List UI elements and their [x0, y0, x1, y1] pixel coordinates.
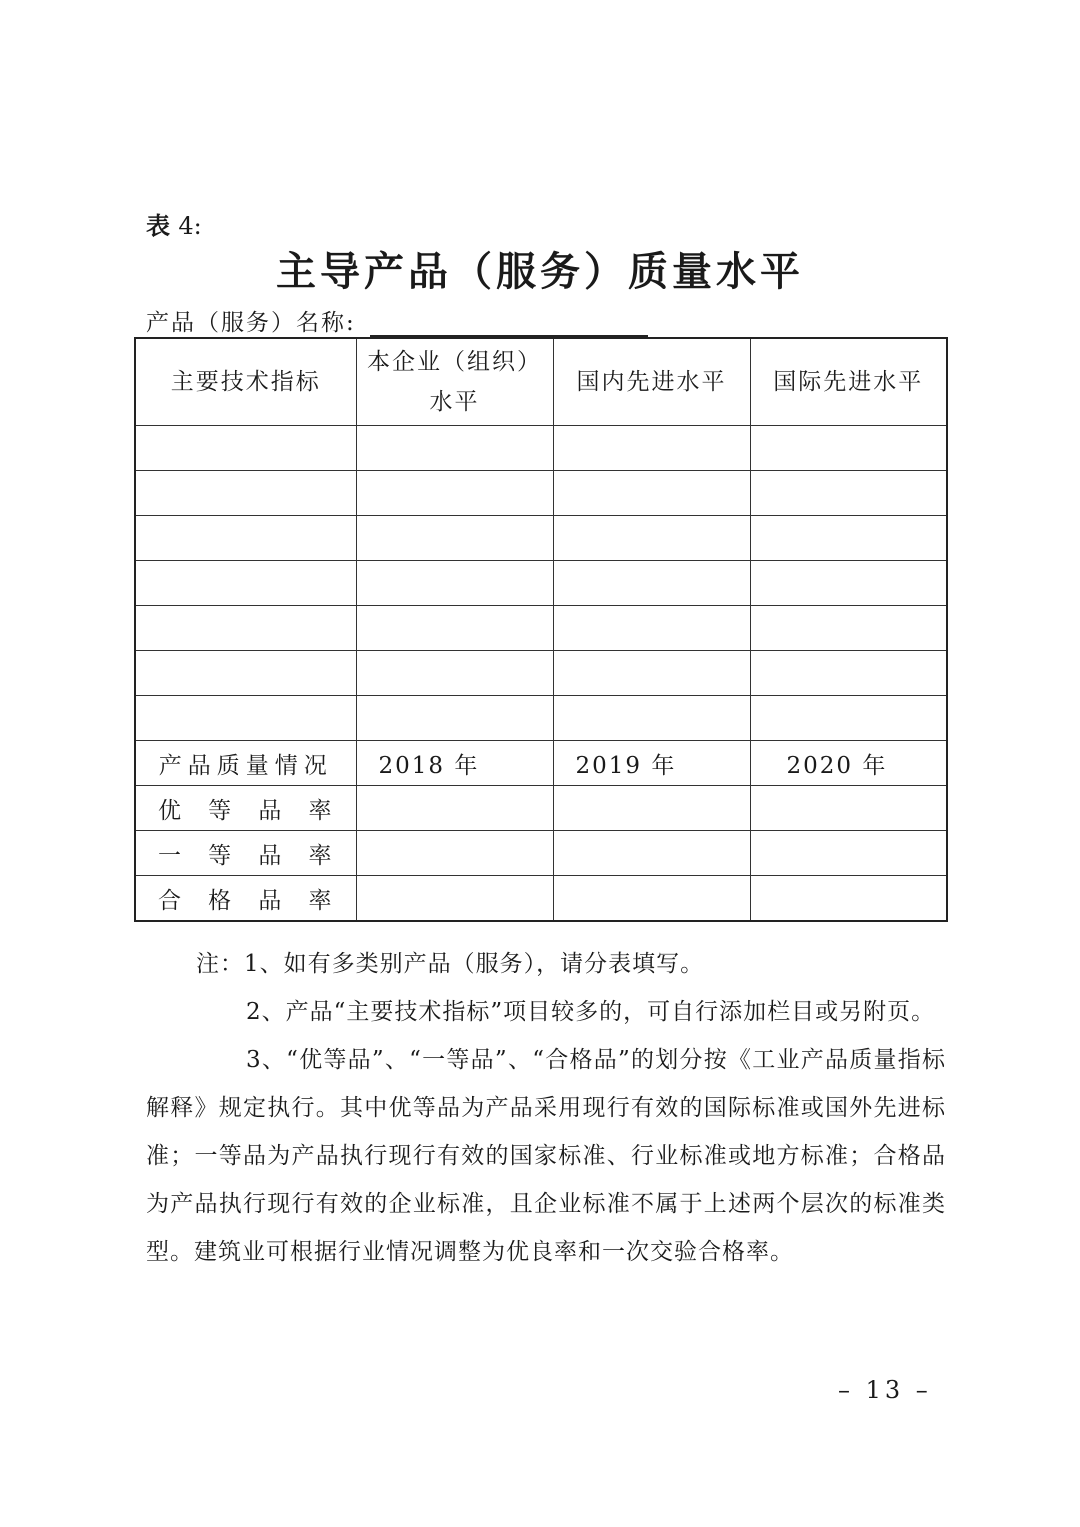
note-2: 2、产品“主要技术指标”项目较多的，可自行添加栏目或另附页。 [246, 999, 936, 1025]
notes-section [146, 940, 946, 1276]
table-cell[interactable] [750, 606, 947, 651]
note-1: 注：1、如有多类别产品（服务），请分表填写。 [196, 951, 705, 977]
header-domestic-level: 国内先进水平 [553, 338, 750, 426]
table-cell[interactable] [356, 606, 553, 651]
rate-label-char: 品 [258, 887, 284, 914]
rate-label-char: 率 [308, 842, 334, 869]
table-cell[interactable] [553, 606, 750, 651]
rate-label-char: 率 [308, 797, 334, 824]
table-cell[interactable] [553, 426, 750, 471]
product-name-line [146, 304, 648, 337]
table-cell[interactable] [135, 606, 356, 651]
quality-label: 产品质量情况 [158, 752, 333, 779]
page-title: 主导产品（服务）质量水平 [276, 249, 804, 295]
rate-label-cell [135, 831, 356, 876]
rate-label-cell [135, 876, 356, 922]
table-cell[interactable] [750, 696, 947, 741]
table-row [135, 696, 947, 741]
table-row [135, 516, 947, 561]
rate-label-char: 等 [208, 797, 234, 824]
rate-label-char: 合 [158, 887, 183, 914]
table-row [135, 426, 947, 471]
rate-label-char: 格 [208, 887, 234, 914]
table-cell[interactable] [553, 876, 750, 922]
product-name-blank[interactable] [370, 311, 648, 337]
table-cell[interactable] [750, 831, 947, 876]
quality-year-row [135, 741, 947, 786]
table-cell[interactable] [553, 651, 750, 696]
rate-row-superior [135, 786, 947, 831]
table-cell[interactable] [356, 696, 553, 741]
table-cell[interactable] [553, 831, 750, 876]
table-label-prefix: 表 [146, 211, 170, 240]
rate-label-cell [135, 786, 356, 831]
table-cell[interactable] [750, 426, 947, 471]
table-cell[interactable] [356, 651, 553, 696]
rate-label-char: 品 [258, 842, 284, 869]
table-cell[interactable] [750, 786, 947, 831]
rate-row-qualified [135, 876, 947, 922]
year-2020: 2020 年 [750, 741, 947, 786]
table-cell[interactable] [135, 696, 356, 741]
table-row [135, 561, 947, 606]
header-international-level: 国际先进水平 [750, 338, 947, 426]
table-cell[interactable] [553, 561, 750, 606]
year-2019: 2019 年 [553, 741, 750, 786]
header-own-level [356, 338, 553, 426]
rate-label [136, 837, 356, 870]
table-cell[interactable] [356, 561, 553, 606]
table-header-row [135, 338, 947, 426]
table-cell[interactable] [356, 471, 553, 516]
table-cell[interactable] [553, 786, 750, 831]
rate-label-char: 一 [158, 842, 183, 869]
table-cell[interactable] [356, 426, 553, 471]
table-cell[interactable] [356, 786, 553, 831]
rate-label-char: 率 [308, 887, 334, 914]
table-row [135, 651, 947, 696]
quality-table [134, 337, 948, 922]
table-label-number: 4: [178, 212, 202, 240]
table-cell[interactable] [135, 561, 356, 606]
rate-label [136, 882, 356, 915]
table-row [135, 471, 947, 516]
table-cell[interactable] [553, 471, 750, 516]
table-cell[interactable] [750, 651, 947, 696]
rate-label-char: 优 [158, 797, 183, 824]
rate-label-char: 品 [258, 797, 284, 824]
rate-row-first-class [135, 831, 947, 876]
note-3: 3、“优等品”、“一等品”、“合格品”的划分按《工业产品质量指标解释》规定执行。其中优等品为产品采用现行有效的国际标准或国外先进标准；一等品为产品执行现行有效的国家标准、行业标准或地方标准；合格品为产品执行现行有效的企业标准，且企业标准不属于上述两个层次的标准类型。建筑业可根据行业情况调整为优良率和一次交验合格率。 [146, 1047, 946, 1265]
table-cell[interactable] [356, 831, 553, 876]
header-own-level-line2: 水平 [429, 389, 480, 415]
table-cell[interactable] [135, 426, 356, 471]
year-2018: 2018 年 [356, 741, 553, 786]
table-cell[interactable] [553, 516, 750, 561]
rate-label [136, 792, 356, 825]
product-name-label: 产品（服务）名称: [146, 310, 356, 336]
table-cell[interactable] [135, 651, 356, 696]
page-number: – 13 – [838, 1376, 932, 1404]
table-label [146, 206, 202, 241]
header-own-level-line1: 本企业（组织） [367, 349, 542, 375]
table-cell[interactable] [553, 696, 750, 741]
table-cell[interactable] [135, 471, 356, 516]
table-cell[interactable] [356, 876, 553, 922]
table-cell[interactable] [750, 561, 947, 606]
table-cell[interactable] [135, 516, 356, 561]
table-cell[interactable] [356, 516, 553, 561]
table-cell[interactable] [750, 516, 947, 561]
table-row [135, 606, 947, 651]
table-cell[interactable] [750, 471, 947, 516]
rate-label-char: 等 [208, 842, 234, 869]
header-main-indicators: 主要技术指标 [135, 338, 356, 426]
table-cell[interactable] [750, 876, 947, 922]
quality-label-cell [135, 741, 356, 786]
